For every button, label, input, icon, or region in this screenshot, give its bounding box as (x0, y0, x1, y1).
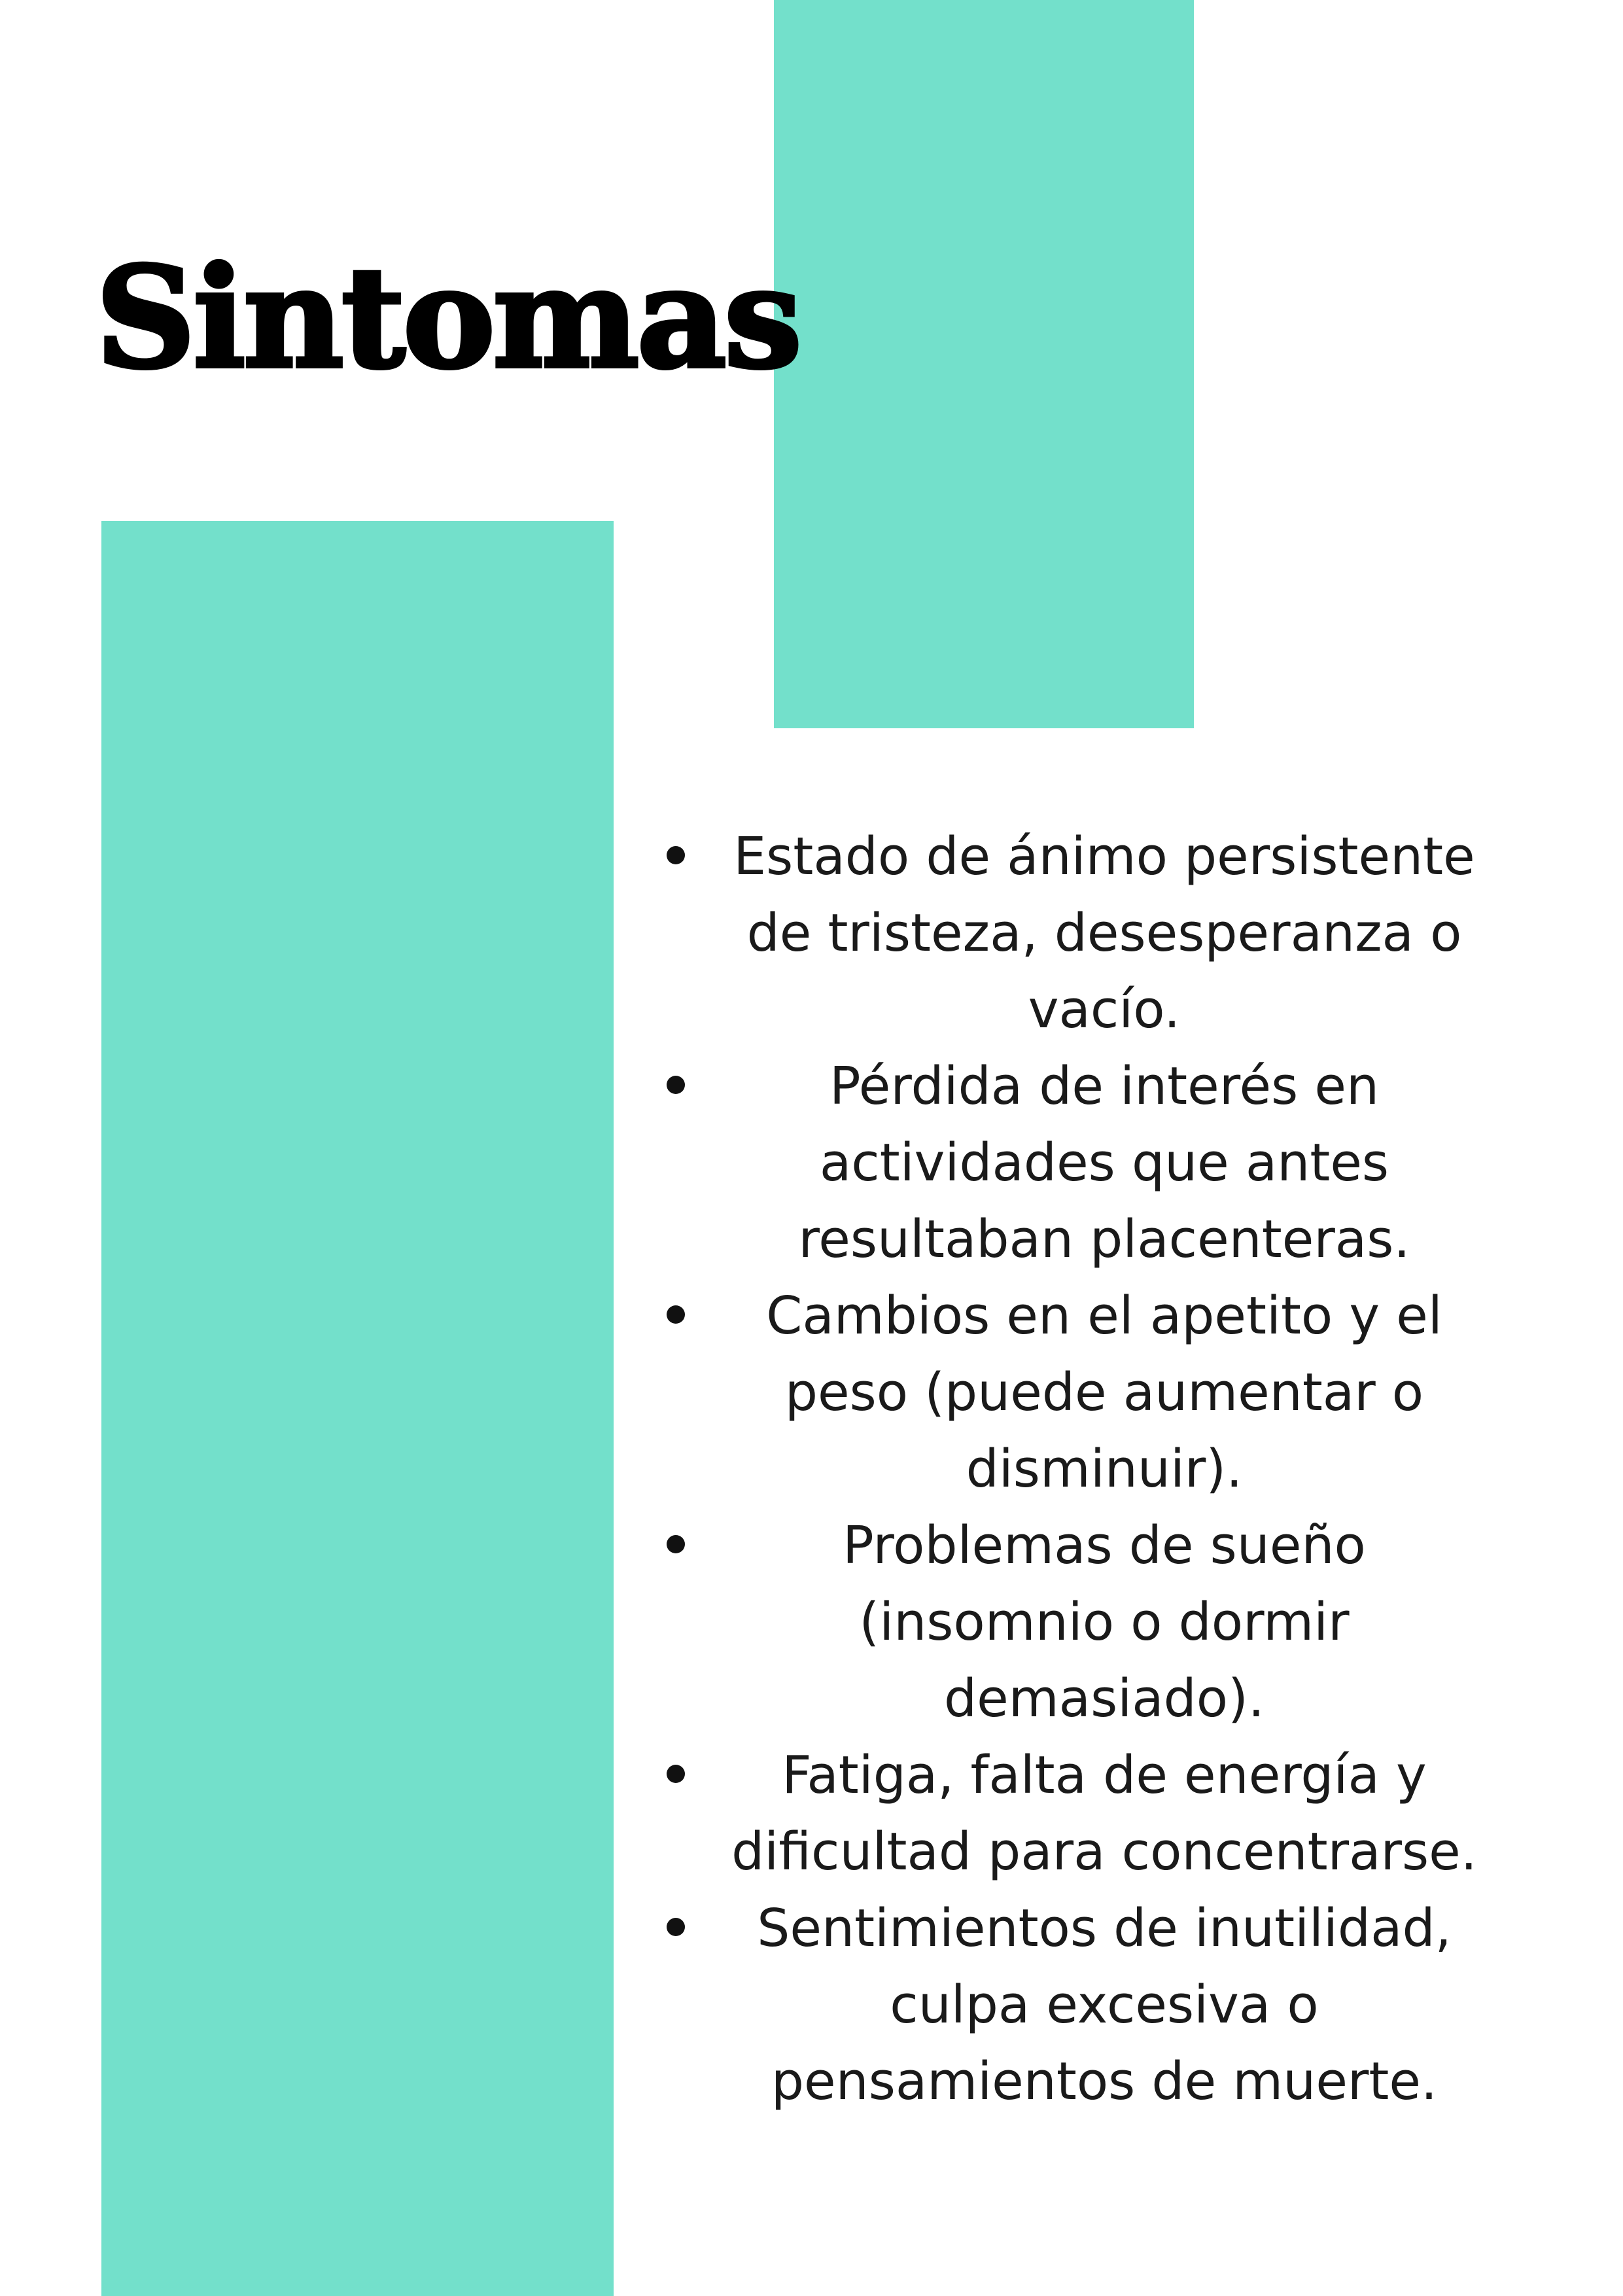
symptom-text: Cambios en el apetito y el peso (puede aumentar o disminuir). (766, 1286, 1442, 1499)
accent-block-top (774, 0, 1194, 728)
symptom-list (656, 819, 1513, 2120)
accent-block-left (101, 521, 614, 2296)
symptom-text: Problemas de sueño (insomnio o dormir demasiado). (843, 1515, 1366, 1729)
symptom-text: Sentimientos de inutilidad, culpa excesiva o pensamientos de muerte. (757, 1898, 1452, 2111)
list-item (656, 1508, 1513, 1737)
list-item (656, 1278, 1513, 1508)
list-item (656, 1890, 1513, 2120)
list-item (656, 1737, 1513, 1890)
symptom-text: Estado de ánimo persistente de tristeza, desesperanza o vacío. (733, 826, 1475, 1040)
symptom-text: Fatiga, falta de energía y dificultad para concentrarse. (731, 1745, 1477, 1882)
list-item (656, 819, 1513, 1048)
list-item (656, 1048, 1513, 1278)
page-title: Sintomas (96, 236, 800, 399)
symptom-text: Pérdida de interés en actividades que antes resultaban placenteras. (798, 1056, 1410, 1269)
